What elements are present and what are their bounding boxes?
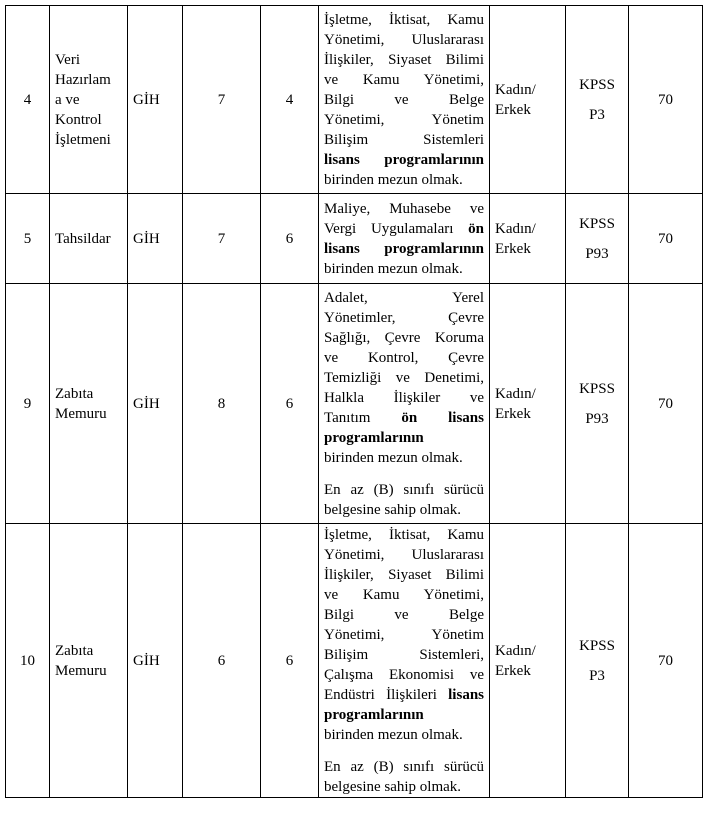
exam-type-line: KPSS: [579, 215, 615, 232]
qualification-bold-segment: programlarının: [324, 706, 424, 723]
exam-type-line: P3: [589, 667, 605, 684]
qualification-text: [319, 524, 490, 798]
qualification-text: [319, 194, 490, 284]
qualification-segment: birinden mezun olmak.: [324, 260, 463, 277]
qualification-segment: Yönetimler, Çevre: [324, 309, 484, 326]
qualification-line: [324, 348, 484, 368]
qualification-line: [324, 605, 484, 625]
exam-type: [566, 284, 629, 524]
position-count: [261, 6, 319, 194]
qualification-line: [324, 585, 484, 605]
qualification-bold-segment: lisans programlarının: [324, 151, 484, 168]
position-title-line: Veri: [55, 51, 80, 68]
row-number-text: 9: [23, 395, 32, 412]
qualification-segment: Bilişim Sistemleri: [324, 131, 484, 148]
qualification-block: [324, 10, 484, 190]
qualification-bold-segment: ön lisans: [401, 409, 484, 426]
gender-line: Kadın/: [495, 385, 536, 402]
qualification-bold-segment: lisans: [448, 686, 484, 703]
minimum-score-text: 70: [658, 91, 673, 108]
position-degree: [183, 194, 261, 284]
qualification-segment: Adalet, Yerel: [324, 289, 484, 306]
row-number-text: 10: [20, 652, 35, 669]
qualification-line: [324, 239, 484, 259]
exam-type-line: KPSS: [579, 637, 615, 654]
qualification-segment: İlişkiler, Siyaset Bilimi: [324, 51, 484, 68]
position-class-text: GİH: [133, 91, 160, 108]
gender-line: Erkek: [495, 405, 531, 422]
table-row: [6, 6, 703, 194]
position-title-line: İşletmeni: [55, 131, 111, 148]
table-row: [6, 194, 703, 284]
row-number: [6, 284, 50, 524]
qualification-segment: Maliye, Muhasebe ve: [324, 200, 484, 217]
qualification-line: [324, 50, 484, 70]
qualification-segment: Yönetimi, Yönetim: [324, 111, 484, 128]
qualification-line: [324, 90, 484, 110]
qualification-line: [324, 130, 484, 150]
position-count: [261, 194, 319, 284]
position-class: [128, 194, 183, 284]
qualification-line: [324, 368, 484, 388]
gender-line: Erkek: [495, 662, 531, 679]
table-row: [6, 524, 703, 798]
qualification-line: [324, 259, 484, 279]
qualification-line: [324, 388, 484, 408]
position-title-line: Zabıta: [55, 642, 94, 659]
position-title-line: Kontrol: [55, 111, 102, 128]
position-class-text: GİH: [133, 652, 160, 669]
gender-line: Erkek: [495, 240, 531, 257]
license-requirement-line: En az (B) sınıfı sürücü: [324, 481, 484, 498]
gender-line: Kadın/: [495, 220, 536, 237]
position-title: [50, 284, 128, 524]
position-count-text: 6: [285, 230, 294, 247]
row-number: [6, 524, 50, 798]
minimum-score-text: 70: [658, 652, 673, 669]
position-degree: [183, 6, 261, 194]
qualification-segment: Sağlığı, Çevre Koruma: [324, 329, 484, 346]
qualification-line: [324, 10, 484, 30]
position-class-text: GİH: [133, 230, 160, 247]
license-requirement-line: belgesine sahip olmak.: [324, 501, 462, 518]
position-degree: [183, 524, 261, 798]
qualification-line: [324, 545, 484, 565]
minimum-score-text: 70: [658, 395, 673, 412]
qualification-line: [324, 408, 484, 428]
row-number-text: 4: [23, 91, 32, 108]
position-degree: [183, 284, 261, 524]
qualification-line: [324, 150, 484, 170]
qualification-line: [324, 328, 484, 348]
qualification-segment: Yönetimi, Yönetim: [324, 626, 484, 643]
qualification-segment: Endüstri İlişkileri: [324, 686, 449, 703]
qualification-line: [324, 645, 484, 665]
qualification-segment: Vergi Uygulamaları: [324, 220, 469, 237]
qualification-segment: birinden mezun olmak.: [324, 726, 463, 743]
positions-table: [5, 5, 703, 798]
qualification-segment: Bilgi ve Belge: [324, 91, 484, 108]
license-requirement: [324, 480, 484, 520]
qualification-line: [324, 70, 484, 90]
position-count-text: 6: [285, 395, 294, 412]
qualification-line: [324, 725, 484, 745]
position-degree-text: 8: [217, 395, 226, 412]
position-count-text: 4: [285, 91, 294, 108]
qualification-line: [324, 625, 484, 645]
qualification-line: [324, 199, 484, 219]
minimum-score: [629, 284, 703, 524]
qualification-bold-segment: programlarının: [324, 429, 424, 446]
qualification-line: [324, 565, 484, 585]
minimum-score: [629, 524, 703, 798]
qualification-segment: Yönetimi, Uluslararası: [324, 31, 484, 48]
qualification-bold-segment: ön: [468, 220, 484, 237]
row-number: [6, 194, 50, 284]
position-count: [261, 284, 319, 524]
qualification-segment: Halkla İlişkiler ve: [324, 389, 484, 406]
qualification-segment: Bilgi ve Belge: [324, 606, 484, 623]
gender: [490, 194, 566, 284]
position-title-line: Zabıta: [55, 385, 94, 402]
exam-type-line: P93: [585, 410, 609, 427]
position-degree-text: 6: [217, 652, 226, 669]
qualification-segment: birinden mezun olmak.: [324, 171, 463, 188]
gender: [490, 284, 566, 524]
qualification-line: [324, 30, 484, 50]
qualification-segment: ve Kamu Yönetimi,: [324, 71, 484, 88]
gender: [490, 524, 566, 798]
exam-type: [566, 6, 629, 194]
position-title-line: Memuru: [55, 662, 107, 679]
position-count-text: 6: [285, 652, 294, 669]
qualification-segment: İşletme, İktisat, Kamu: [324, 526, 484, 543]
position-class: [128, 524, 183, 798]
qualification-line: [324, 665, 484, 685]
qualification-segment: Tanıtım: [324, 409, 402, 426]
qualification-segment: ve Kontrol, Çevre: [324, 349, 484, 366]
qualification-line: [324, 170, 484, 190]
gender: [490, 6, 566, 194]
minimum-score: [629, 194, 703, 284]
qualification-line: [324, 308, 484, 328]
row-number: [6, 6, 50, 194]
position-title-line: Hazırlam: [55, 71, 111, 88]
exam-type-line: P93: [585, 245, 609, 262]
qualification-segment: Yönetimi, Uluslararası: [324, 546, 484, 563]
minimum-score-text: 70: [658, 230, 673, 247]
qualification-line: [324, 428, 484, 448]
qualification-segment: İlişkiler, Siyaset Bilimi: [324, 566, 484, 583]
qualification-block: [324, 288, 484, 468]
license-requirement: [324, 757, 484, 797]
qualification-line: [324, 685, 484, 705]
table-row: [6, 284, 703, 524]
row-number-text: 5: [23, 230, 32, 247]
qualification-line: [324, 705, 484, 725]
qualification-segment: Çalışma Ekonomisi ve: [324, 666, 484, 683]
position-title: [50, 194, 128, 284]
exam-type: [566, 194, 629, 284]
position-count: [261, 524, 319, 798]
position-degree-text: 7: [217, 91, 226, 108]
qualification-line: [324, 219, 484, 239]
position-title: [50, 524, 128, 798]
qualification-segment: Bilişim Sistemleri,: [324, 646, 484, 663]
position-title-line: a ve: [55, 91, 80, 108]
exam-type-line: KPSS: [579, 380, 615, 397]
position-class: [128, 284, 183, 524]
qualification-block: [324, 199, 484, 279]
gender-line: Kadın/: [495, 642, 536, 659]
qualification-text: [319, 284, 490, 524]
qualification-segment: birinden mezun olmak.: [324, 449, 463, 466]
qualification-segment: Temizliği ve Denetimi,: [324, 369, 484, 386]
position-degree-text: 7: [217, 230, 226, 247]
qualification-line: [324, 525, 484, 545]
qualification-block: [324, 525, 484, 745]
gender-line: Erkek: [495, 101, 531, 118]
exam-type: [566, 524, 629, 798]
license-requirement-line: En az (B) sınıfı sürücü: [324, 758, 484, 775]
position-class: [128, 6, 183, 194]
qualification-line: [324, 110, 484, 130]
license-requirement-line: belgesine sahip olmak.: [324, 778, 462, 795]
qualification-text: [319, 6, 490, 194]
qualification-line: [324, 288, 484, 308]
position-class-text: GİH: [133, 395, 160, 412]
gender-line: Kadın/: [495, 81, 536, 98]
qualification-segment: İşletme, İktisat, Kamu: [324, 11, 484, 28]
position-title-line: Tahsildar: [55, 230, 111, 247]
exam-type-line: KPSS: [579, 76, 615, 93]
qualification-bold-segment: lisans programlarının: [324, 240, 484, 257]
qualification-line: [324, 448, 484, 468]
minimum-score: [629, 6, 703, 194]
position-title: [50, 6, 128, 194]
exam-type-line: P3: [589, 106, 605, 123]
qualification-segment: ve Kamu Yönetimi,: [324, 586, 484, 603]
position-title-line: Memuru: [55, 405, 107, 422]
